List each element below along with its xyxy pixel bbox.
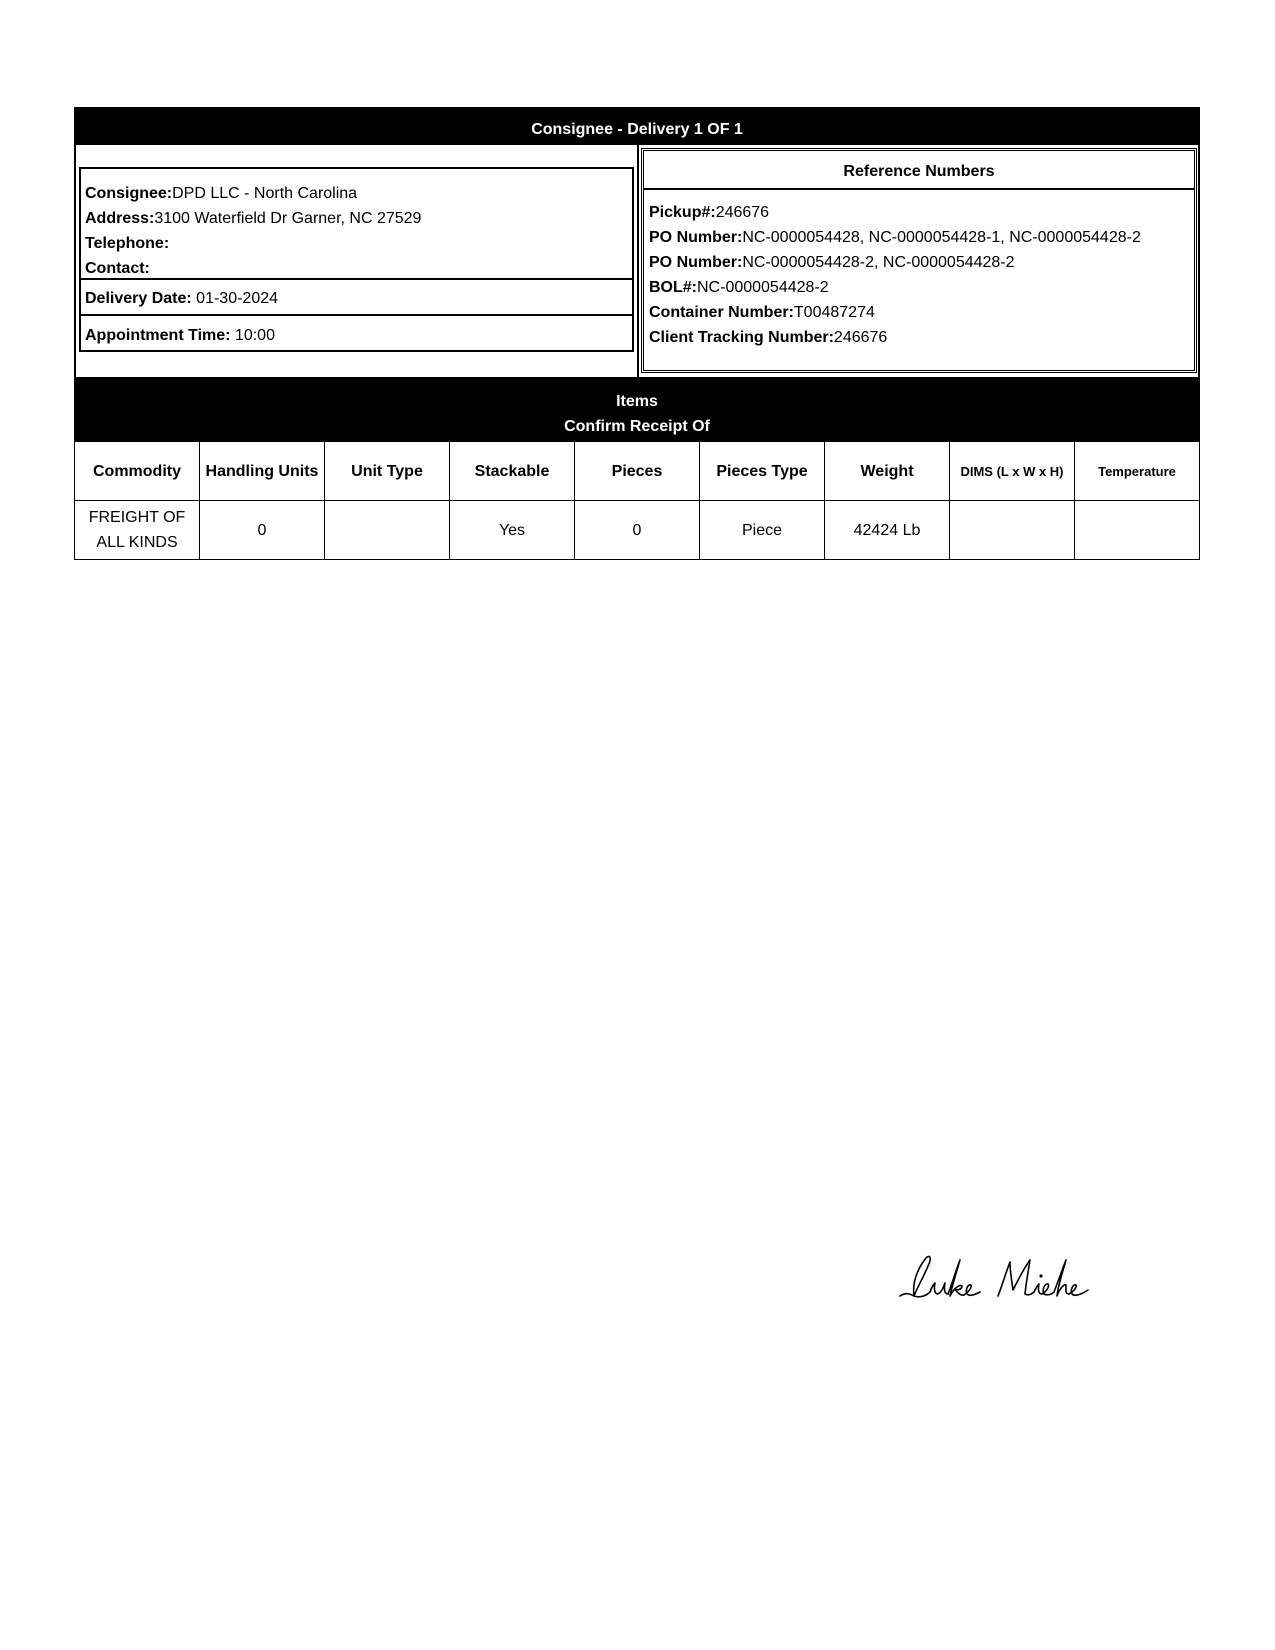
- appointment-time-row: [79, 316, 634, 352]
- info-area: [74, 145, 1200, 377]
- reference-numbers-box: [641, 148, 1197, 373]
- delivery-date-row: [79, 280, 634, 316]
- appointment-time-label: Appointment Time:: [85, 327, 231, 344]
- items-header-row: [75, 442, 1200, 501]
- ref-label: PO Number:: [649, 229, 743, 246]
- ref-label: BOL#:: [649, 279, 697, 296]
- consignee-box: [79, 167, 634, 352]
- ref-line-client-tracking: [649, 325, 1189, 350]
- ref-line-container: [649, 300, 1189, 325]
- consignee-value: DPD LLC - North Carolina: [172, 185, 358, 202]
- column-header: Weight: [825, 442, 950, 501]
- column-header: Pieces: [575, 442, 700, 501]
- column-header: DIMS (L x W x H): [950, 442, 1075, 501]
- column-header: Pieces Type: [700, 442, 825, 501]
- ref-label: Client Tracking Number:: [649, 329, 834, 346]
- section-divider: [637, 145, 639, 377]
- items-table: [74, 441, 1200, 560]
- ref-value: NC-0000054428-2: [697, 279, 829, 296]
- reference-numbers-title: Reference Numbers: [644, 151, 1194, 190]
- table-cell: 0: [575, 501, 700, 560]
- items-header: [74, 377, 1200, 441]
- table-cell: [1075, 501, 1200, 560]
- table-cell: 42424 Lb: [825, 501, 950, 560]
- ref-value: T00487274: [793, 304, 875, 321]
- column-header: Handling Units: [200, 442, 325, 501]
- ref-label: PO Number:: [649, 254, 743, 271]
- column-header: Commodity: [75, 442, 200, 501]
- address-value: 3100 Waterfield Dr Garner, NC 27529: [154, 210, 422, 227]
- contact-label: Contact:: [85, 260, 150, 277]
- delivery-date-value: 01-30-2024: [191, 290, 279, 307]
- table-cell: [950, 501, 1075, 560]
- ref-value: 246676: [833, 329, 888, 346]
- table-cell: 0: [200, 501, 325, 560]
- ref-line-po-number-1: [649, 225, 1189, 250]
- ref-value: NC-0000054428-2, NC-0000054428-2: [742, 254, 1015, 271]
- column-header: Unit Type: [325, 442, 450, 501]
- consignee-details: [79, 167, 634, 280]
- ref-value: 246676: [715, 204, 770, 221]
- ref-label: Container Number:: [649, 304, 794, 321]
- column-header: Stackable: [450, 442, 575, 501]
- table-cell: FREIGHT OF ALL KINDS: [75, 501, 200, 560]
- table-cell: Yes: [450, 501, 575, 560]
- address-line: [85, 206, 628, 231]
- appointment-time-value: 10:00: [230, 327, 275, 344]
- ref-line-pickup: [649, 200, 1189, 225]
- ref-line-bol: [649, 275, 1189, 300]
- address-label: Address:: [85, 210, 155, 227]
- reference-numbers-list: [644, 190, 1194, 350]
- items-subtitle: Confirm Receipt Of: [564, 418, 710, 435]
- telephone-line: [85, 231, 628, 256]
- delivery-date-label: Delivery Date:: [85, 290, 192, 307]
- consignee-delivery-title: Consignee - Delivery 1 OF 1: [74, 107, 1200, 145]
- ref-line-po-number-2: [649, 250, 1189, 275]
- telephone-label: Telephone:: [85, 235, 170, 252]
- delivery-sheet: [74, 107, 1200, 560]
- ref-value: NC-0000054428, NC-0000054428-1, NC-0000054428-2: [742, 229, 1141, 246]
- table-row: [75, 501, 1200, 560]
- ref-label: Pickup#:: [649, 204, 716, 221]
- column-header: Temperature: [1075, 442, 1200, 501]
- contact-line: [85, 256, 628, 281]
- signature: [898, 1252, 1090, 1304]
- table-cell: [325, 501, 450, 560]
- consignee-label: Consignee:: [85, 185, 173, 202]
- consignee-line: [85, 181, 628, 206]
- items-title: Items: [616, 393, 658, 410]
- table-cell: Piece: [700, 501, 825, 560]
